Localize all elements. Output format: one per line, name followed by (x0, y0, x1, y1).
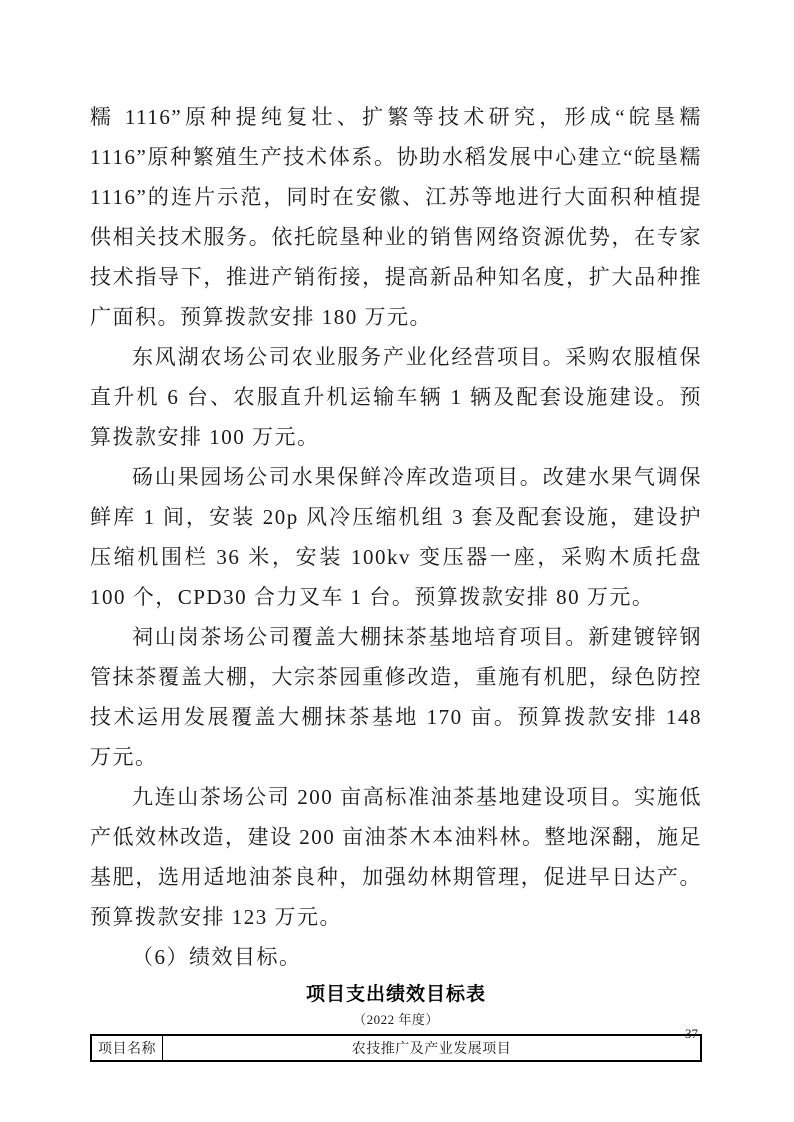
table-value-cell: 农技推广及产业发展项目 (163, 1035, 702, 1061)
table-row (91, 1035, 701, 1061)
paragraph-jiulianshan-project: 九连山茶场公司 200 亩高标准油茶基地建设项目。实施低产低效林改造，建设 200 亩油茶木本油料林。整地深翻，施足基肥，选用适地油茶良种，加强幼林期管理，促进早日达产。预算拨款安排 123 万元。 (90, 785, 702, 929)
page-number: 37 (685, 1026, 698, 1041)
paragraph-continuation: 糯 1116”原种提纯复壮、扩繁等技术研究，形成“皖垦糯 1116”原种繁殖生产技术体系。协助水稻发展中心建立“皖垦糯 1116”的连片示范，同时在安徽、江苏等地进行大面积种植提供相关技术服务。依托皖垦种业的销售网络资源优势，在专家技术指导下，推进产销衔接，提高新品种知名度，扩大品种推广面积。预算拨款安排 180 万元。 (90, 105, 702, 329)
document-body (90, 97, 702, 1062)
paragraph-performance-goal-heading: （6）绩效目标。 (132, 945, 302, 969)
performance-table-title: 项目支出绩效目标表 (305, 984, 486, 1005)
paragraph-dongfenghu-project: 东风湖农场公司农业服务产业化经营项目。采购农服植保直升机 6 台、农服直升机运输车辆 1 辆及配套设施建设。预算拨款安排 100 万元。 (90, 345, 702, 449)
performance-table (90, 1034, 702, 1062)
performance-table-subtitle: （2022 年度） (353, 1012, 439, 1027)
paragraph-dangshan-project: 砀山果园场公司水果保鲜冷库改造项目。改建水果气调保鲜库 1 间，安装 20p 风冷压缩机组 3 套及配套设施，建设护压缩机围栏 36 米，安装 100kv 变压器一座，采购木质托盘 100 个，CPD30 合力叉车 1 台。预算拨款安排 80 万元。 (90, 465, 702, 609)
table-label-cell: 项目名称 (91, 1035, 163, 1061)
paragraph-cishangang-project: 祠山岗茶场公司覆盖大棚抹茶基地培育项目。新建镀锌钢管抹茶覆盖大棚，大宗茶园重修改造，重施有机肥，绿色防控技术运用发展覆盖大棚抹茶基地 170 亩。预算拨款安排 148 万元。 (90, 625, 702, 769)
